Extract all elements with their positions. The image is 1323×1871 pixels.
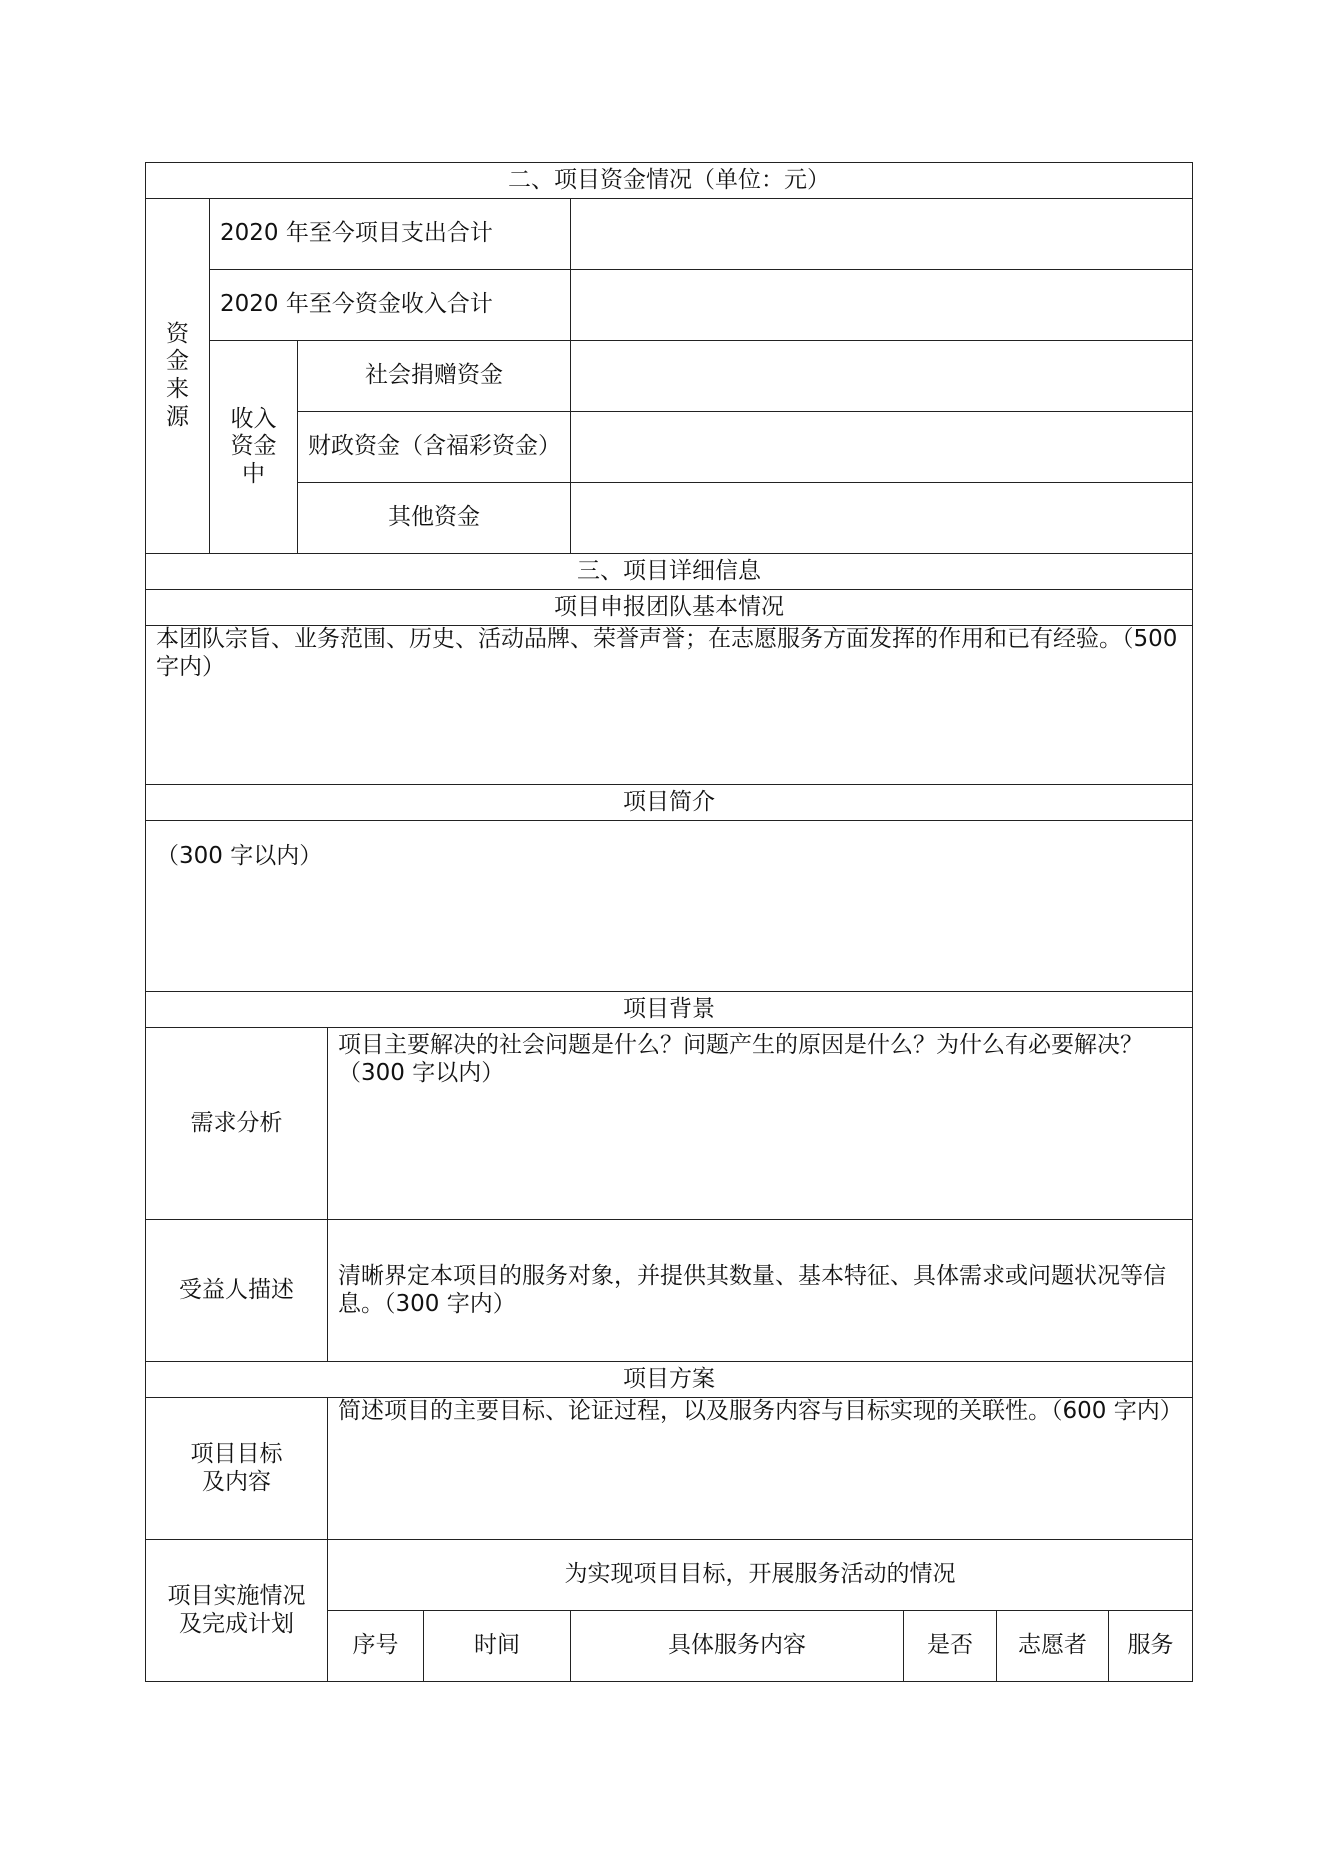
section3-title: 三、项目详细信息: [146, 554, 1193, 590]
goal-label: [146, 1398, 328, 1540]
goal-field[interactable]: [328, 1398, 1193, 1540]
team-info-field[interactable]: [146, 626, 1193, 785]
impl-col-time: 时间: [424, 1611, 571, 1682]
income-breakdown-char: 中: [242, 460, 265, 487]
donation-field[interactable]: [571, 341, 1193, 412]
finance-label: 财政资金（含福彩资金）: [298, 412, 571, 483]
needs-label: 需求分析: [146, 1028, 328, 1220]
impl-label-line: 项目实施情况: [167, 1582, 306, 1609]
goal-hint: 简述项目的主要目标、论证过程，以及服务内容与目标实现的关联性。（600 字内）: [338, 1398, 1183, 1424]
income-total-label: 2020 年至今资金收入合计: [210, 270, 571, 341]
plan-title: 项目方案: [146, 1362, 1193, 1398]
expense-total-field[interactable]: [571, 199, 1193, 270]
other-funds-field[interactable]: [571, 483, 1193, 554]
impl-col-index: 序号: [328, 1611, 424, 1682]
section2-title: 二、项目资金情况（单位：元）: [146, 163, 1193, 199]
impl-label-line: 及完成计划: [179, 1610, 294, 1637]
other-funds-label: 其他资金: [298, 483, 571, 554]
beneficiary-hint: 清晰界定本项目的服务对象，并提供其数量、基本特征、具体需求或问题状况等信息。（300 字内）: [338, 1262, 1166, 1317]
donation-label: 社会捐赠资金: [298, 341, 571, 412]
funding-source-char: 源: [166, 403, 189, 430]
funding-source-label: [146, 199, 210, 554]
intro-hint: （300 字以内）: [156, 843, 323, 869]
application-form-table: [145, 162, 1193, 1682]
intro-title: 项目简介: [146, 785, 1193, 821]
income-breakdown-label: [210, 341, 298, 554]
needs-field[interactable]: [328, 1028, 1193, 1220]
impl-label: [146, 1540, 328, 1682]
impl-col-whether: 是否: [904, 1611, 997, 1682]
funding-source-char: 来: [166, 376, 189, 402]
beneficiary-label: 受益人描述: [146, 1220, 328, 1362]
beneficiary-field[interactable]: [328, 1220, 1193, 1362]
needs-hint: 项目主要解决的社会问题是什么？问题产生的原因是什么？为什么有必要解决？（300 字以内）: [338, 1032, 1143, 1086]
funding-source-char: 资: [166, 320, 189, 347]
impl-header: 为实现项目目标，开展服务活动的情况: [328, 1540, 1193, 1611]
impl-col-volunteer: 志愿者: [997, 1611, 1109, 1682]
impl-col-service: 服务: [1109, 1611, 1193, 1682]
goal-label-line: 及内容: [202, 1468, 271, 1495]
finance-field[interactable]: [571, 412, 1193, 483]
team-info-title: 项目申报团队基本情况: [146, 590, 1193, 626]
goal-label-line: 项目目标: [190, 1440, 283, 1467]
intro-field[interactable]: [146, 821, 1193, 992]
expense-total-label: 2020 年至今项目支出合计: [210, 199, 571, 270]
team-info-hint: 本团队宗旨、业务范围、历史、活动品牌、荣誉声誉；在志愿服务方面发挥的作用和已有经验。（500 字内）: [156, 626, 1178, 680]
funding-source-char: 金: [166, 348, 189, 375]
income-total-field[interactable]: [571, 270, 1193, 341]
impl-col-content: 具体服务内容: [571, 1611, 904, 1682]
income-breakdown-char: 收入: [230, 405, 277, 432]
income-breakdown-char: 资金: [230, 433, 277, 460]
background-title: 项目背景: [146, 992, 1193, 1028]
